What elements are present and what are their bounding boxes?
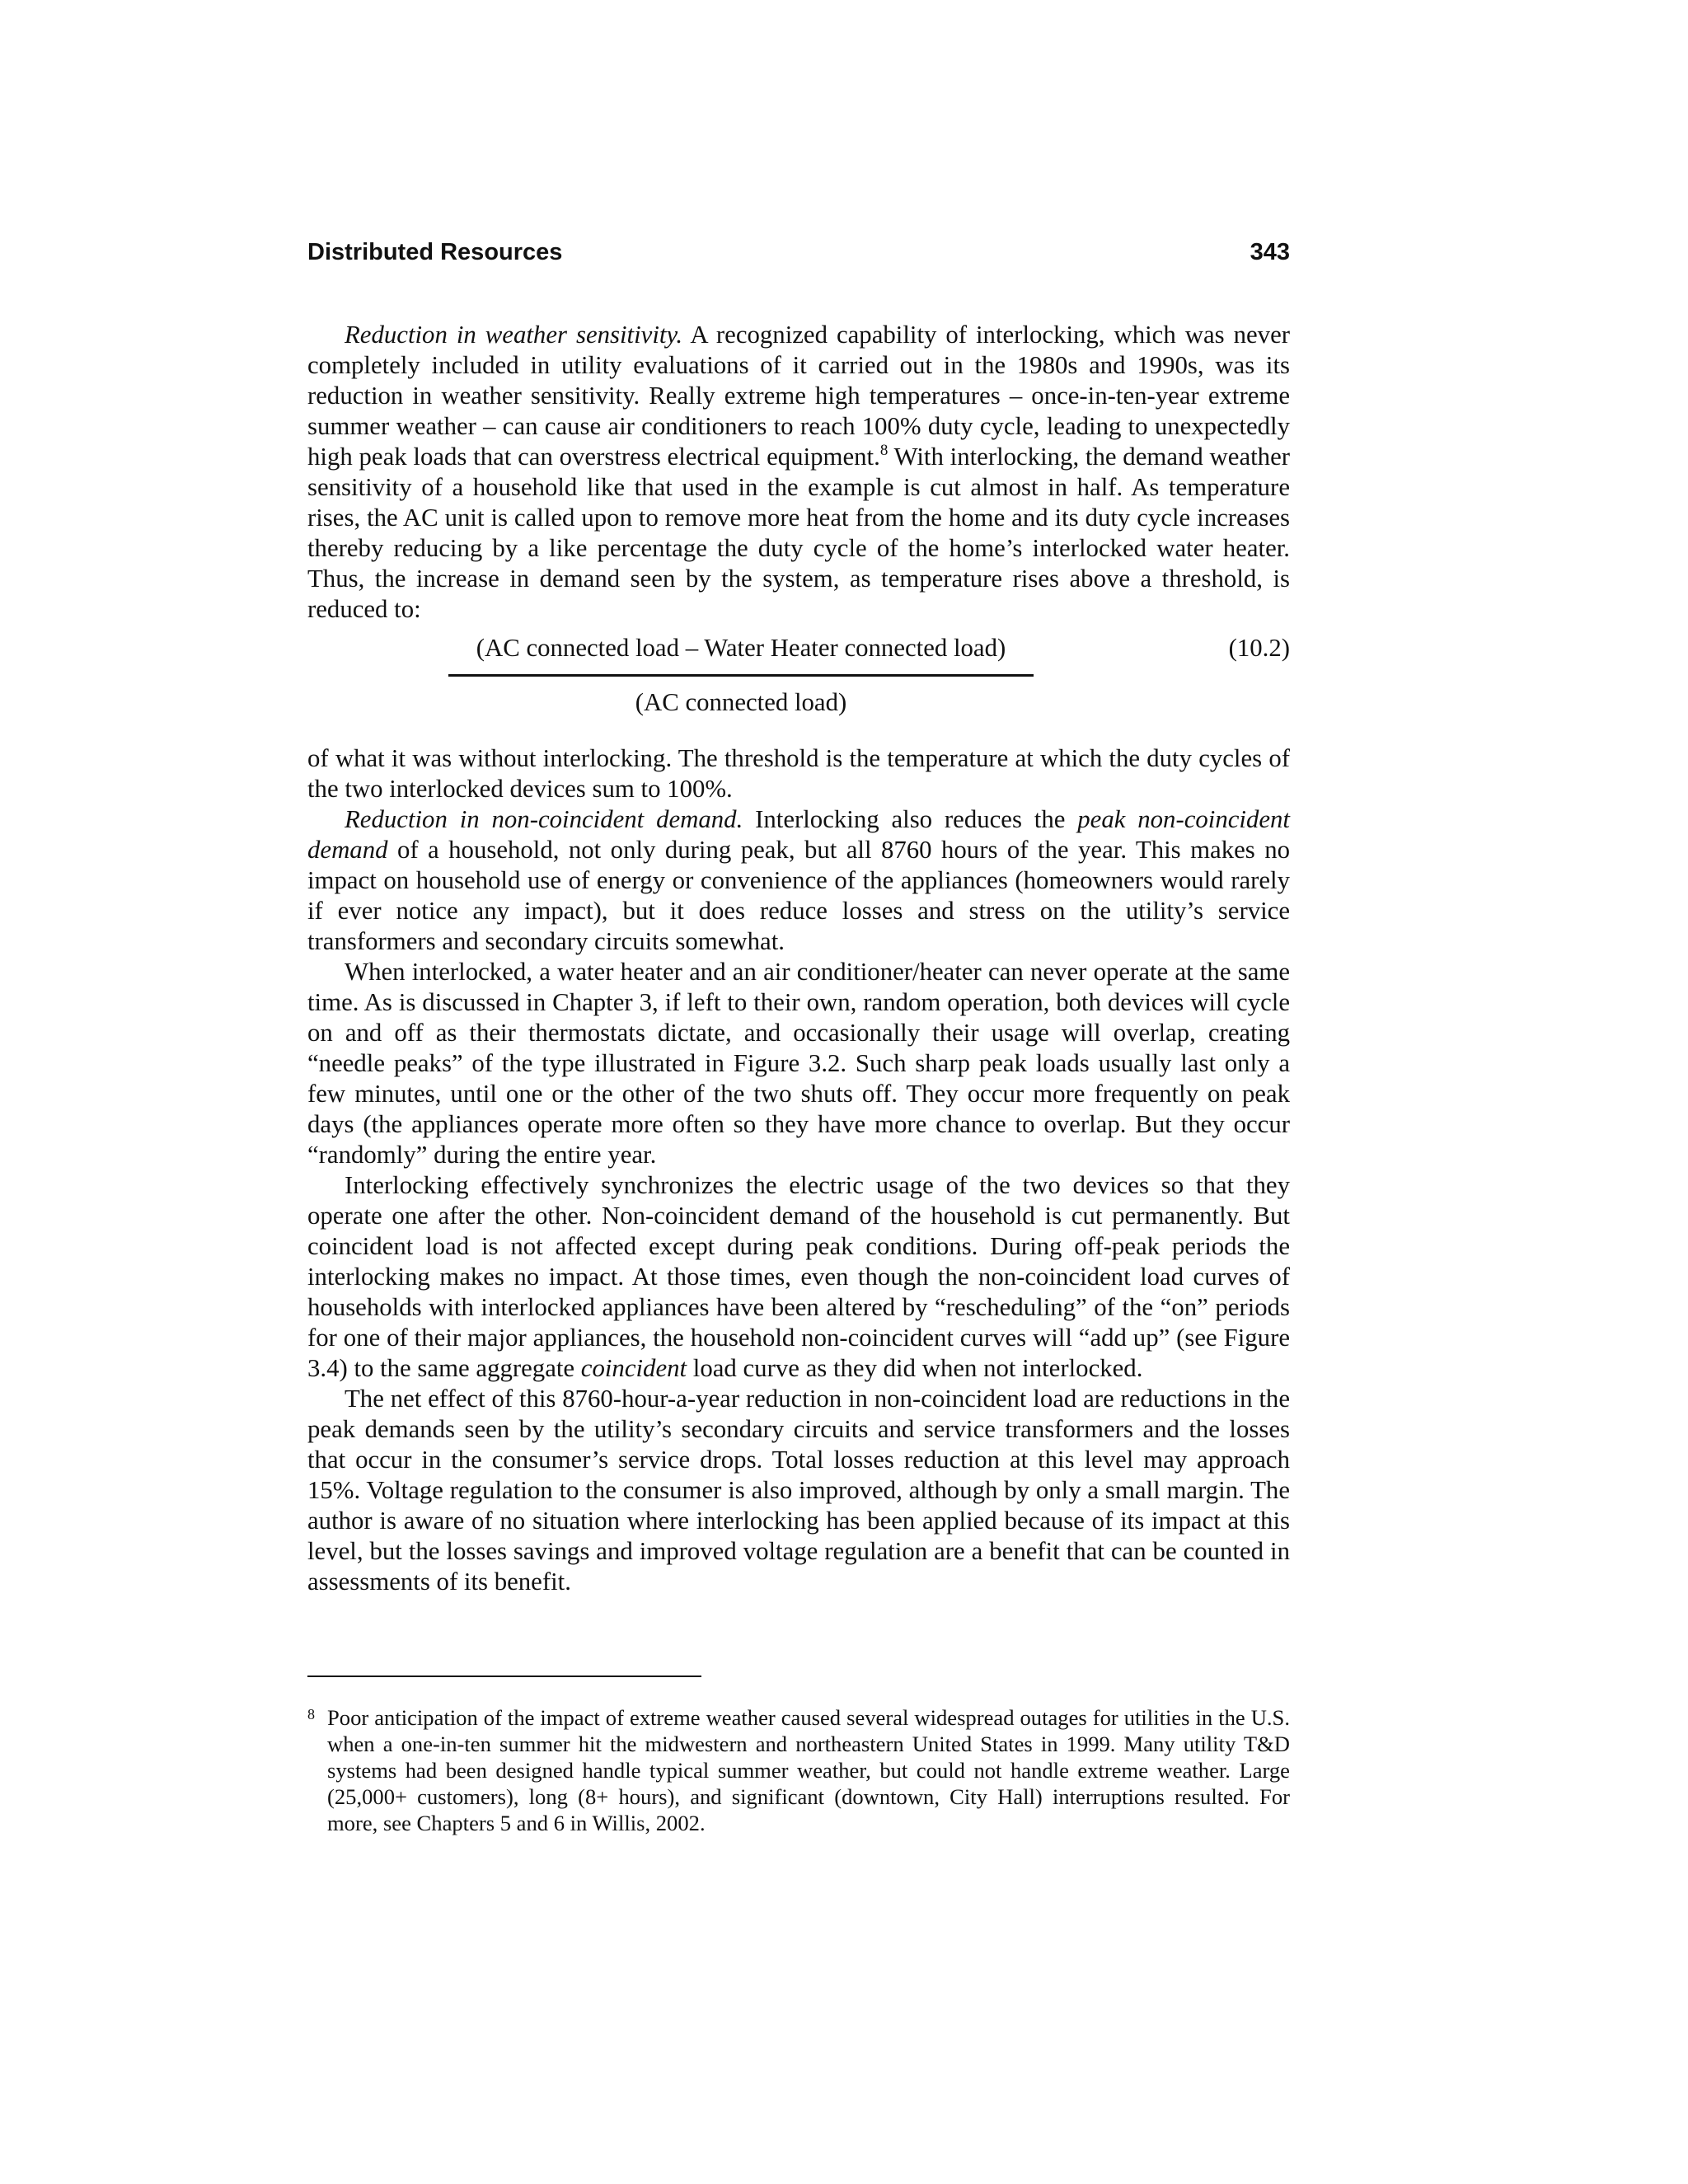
paragraph-non-coincident-demand — [307, 804, 1290, 957]
footnote-text: Poor anticipation of the impact of extreme weather caused several widespread outages for utilities in the U.S. when a one-in-ten summer hit the midwestern and northeastern United States in 1999. Many utility T&D systems had been designed handle typical summer weather, but could not handle extreme weather. Large (25,000+ customers), long (8+ hours), and significant (downtown, City Hall) interruptions resulted. For more, see Chapters 5 and 6 in Willis, 2002. — [327, 1705, 1290, 1835]
paragraph-text: of a household, not only during peak, but all 8760 hours of the year. This makes no impact on household use of energy or convenience of the appliances (homeowners would rarely if ever notice any impact), but it does reduce losses and stress on the utility’s service transformers and secondary circuits somewhat. — [307, 836, 1290, 955]
paragraph-net-effect: The net effect of this 8760-hour-a-year reduction in non-coincident load are reductions in the peak demands seen by the utility’s secondary circuits and service transformers and the losses that occur in the consumer’s service drops. Total losses reduction at this level may approach 15%. Voltage regulation to the consumer is also improved, although by only a small margin. The author is aware of no situation where interlocking has been applied because of its impact at this level, but the losses savings and improved voltage regulation are a benefit that can be counted in assessments of its benefit. — [307, 1385, 1290, 1596]
footnote-divider — [307, 1675, 701, 1677]
paragraph-text: Interlocking effectively synchronizes the electric usage of the two devices so that they operate one after the other. Non-coincident demand of the household is cut permanently. But coincident load is not affected except during peak conditions. During off-peak periods the interlocking makes no impact. At those times, even though the non-coincident load curves of households with interlocked appliances have been altered by “rescheduling” of the “on” periods for one of their major appliances, the household non-coincident curves will “add up” (see Figure 3.4) to the same aggregate — [307, 1171, 1290, 1382]
paragraph-interlocked-operation: When interlocked, a water heater and an air conditioner/heater can never operate at the same time. As is discussed in Chapter 3, if left to their own, random operation, both devices will cycle on and off as their thermostats dictate, and occasionally their usage will overlap, creating “needle peaks” of the type illustrated in Figure 3.2. Such sharp peak loads usually last only a few minutes, until one or the other of the two shuts off. They occur more frequently on peak days (the appliances operate more often so they have more chance to overlap. But they occur “randomly” during the entire year. — [307, 958, 1290, 1169]
equation-10-2 — [307, 630, 1290, 738]
running-header-title: Distributed Resources — [307, 239, 563, 265]
main-text — [307, 320, 1290, 1597]
paragraph-synchronization — [307, 1170, 1290, 1384]
paragraph-lead-heading: Reduction in non-coincident demand. — [345, 805, 743, 833]
paragraph-weather-sensitivity — [307, 320, 1290, 625]
paragraph-text: With interlocking, the demand weather sensitivity of a household like that used in the example is cut almost in half. As temperature rises, the AC unit is called upon to remove more heat from the home and its duty cycle increases thereby reducing by a like percentage the duty cycle of the home’s interlocked water heater. Thus, the increase in demand seen by the system, as temperature rises above a threshold, is reduced to: — [307, 443, 1291, 623]
equation-denominator: (AC connected load) — [635, 688, 847, 716]
footnote-reference[interactable]: 8 — [879, 442, 889, 459]
footnote-8 — [307, 1704, 1290, 1836]
page-number: 343 — [1250, 239, 1290, 265]
equation-numerator: (AC connected load – Water Heater connected load) — [476, 634, 1006, 662]
emphasis-text: coincident — [580, 1354, 687, 1382]
paragraph-threshold: of what it was without interlocking. The threshold is the temperature at which the duty cycles of the two interlocked devices sum to 100%. — [307, 744, 1290, 803]
emphasis-text: peak non-coincident demand — [307, 805, 1290, 864]
paragraph-text: load curve as they did when not interlocked. — [687, 1354, 1143, 1382]
running-header — [307, 239, 1290, 272]
footnote-mark: 8 — [307, 1706, 315, 1722]
paragraph-text: Interlocking also reduces the — [743, 805, 1078, 833]
paragraph-text: A recognized capability of interlocking, which was never completely included in utility evaluations of it carried out in the 1980s and 1990s, was its reduction in weather sensitivity. Really extreme high temperatures – once-in-ten-year extreme summer weather – can cause air conditioners to reach 100% duty cycle, leading to unexpectedly high peak loads that can overstress electrical equipment. — [307, 321, 1290, 471]
paragraph-lead-heading: Reduction in weather sensitivity. — [345, 321, 683, 349]
fraction-bar — [448, 674, 1034, 677]
equation-number: (10.2) — [1228, 634, 1290, 662]
